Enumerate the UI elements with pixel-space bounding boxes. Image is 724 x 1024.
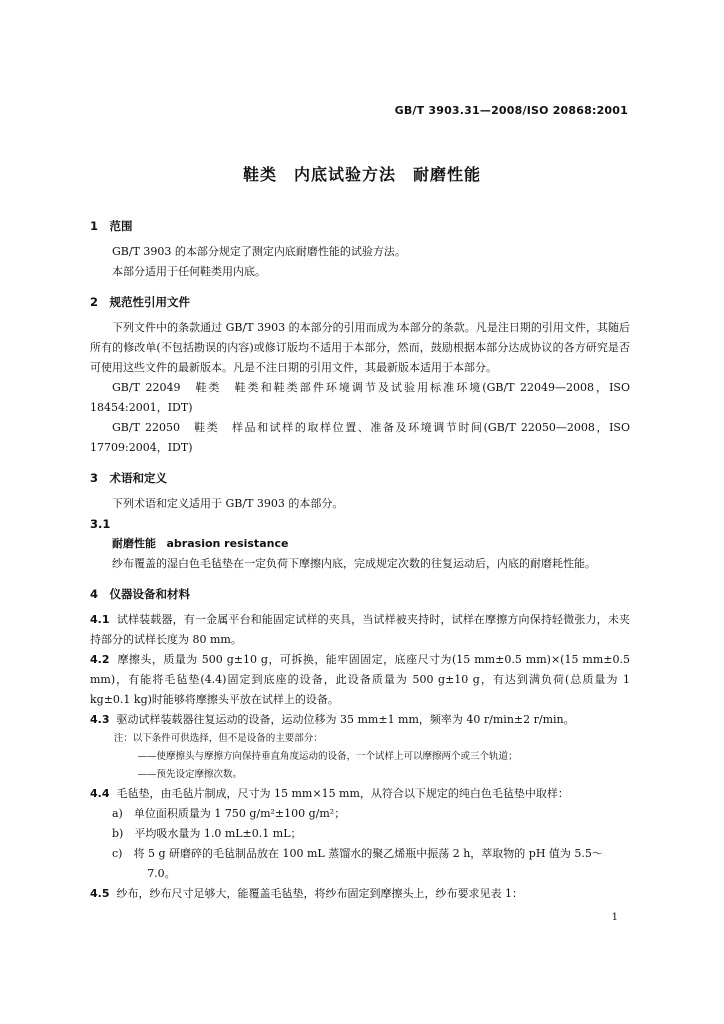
list-item-b: b) 平均吸水量为 1.0 mL±0.1 mL； [112,827,302,840]
normative-reference-2: GB/T 22050 鞋类 样品和试样的取样位置、准备及环境调节时间(GB/T 22050—2008，ISO 17709:2004，IDT) [90,421,630,454]
clause-4-4 [90,784,630,804]
clause-4-5-number: 4.5 [90,887,110,900]
section-2-paragraph: 下列文件中的条款通过 GB/T 3903 的本部分的引用而成为本部分的条款。凡是注日期的引用文件，其随后所有的修改单(不包括勘误的内容)或修订版均不适用于本部分，然而，鼓励根据本部分达成协议的各方研究是否可使用这些文件的最新版本。凡是不注日期的引用文件，其最新版本适用于本部分。 [90,321,630,374]
section-3-heading: 3 术语和定义 [90,471,168,485]
clause-4-5 [90,884,630,904]
normative-reference-1: GB/T 22049 鞋类 鞋类和鞋类部件环境调节及试验用标准环境(GB/T 22049—2008，ISO 18454:2001，IDT) [90,381,630,414]
term-definition: 纱布覆盖的湿白色毛毡垫在一定负荷下摩擦内底，完成规定次数的往复运动后，内底的耐磨耗性能。 [112,557,596,570]
section-2-heading: 2 规范性引用文件 [90,295,191,309]
clause-4-4-text: 毛毡垫，由毛毡片制成，尺寸为 15 mm×15 mm，从符合以下规定的纯白色毛毡垫中取样： [116,787,569,800]
section-1-paragraph-1: GB/T 3903 的本部分规定了测定内底耐磨性能的试验方法。 [112,245,406,258]
section-4-heading: 4 仪器设备和材料 [90,587,191,601]
term-entry [90,534,630,554]
note-text: 注：以下条件可供选择，但不是设备的主要部分： [113,733,323,744]
note-dash-item-1: ——使摩擦头与摩擦方向保持垂直角度运动的设备，一个试样上可以摩擦两个或三个轨道； [137,751,518,762]
document-title: 鞋类 内底试验方法 耐磨性能 [242,165,481,184]
clause-4-3-text: 驱动试样装载器往复运动的设备，运动位移为 35 mm±1 mm，频率为 40 r/min±2 r/min。 [116,713,575,726]
section-1-paragraph-2: 本部分适用于任何鞋类用内底。 [112,265,266,278]
clause-4-1-number: 4.1 [90,613,110,626]
document-body [90,216,630,904]
clause-4-5-text: 纱布，纱布尺寸足够大，能覆盖毛毡垫，将纱布固定到摩擦头上，纱布要求见表 1： [116,887,523,900]
term-english: abrasion resistance [166,537,289,550]
standard-number-header: GB/T 3903.31—2008/ISO 20868:2001 [394,104,628,117]
clause-4-4-number: 4.4 [90,787,110,800]
note-dash-item-2: ——预先设定摩擦次数。 [137,769,243,780]
list-item-c-text: c) 将 5 g 研磨碎的毛毡制品放在 100 mL 蒸馏水的聚乙烯瓶中振荡 2 h，萃取物的 pH 值为 5.5～ [112,847,603,860]
clause-4-2-text: 摩擦头，质量为 500 g±10 g，可拆换，能牢固固定，底座尺寸为(15 mm±0.5 mm)×(15 mm±0.5 mm)，有能将毛毡垫(4.4)固定到底座的设备，此设备质量为 500 g±10 g，有达到满负荷(总质量为 1 kg±0.1 kg)时能够将摩擦头平放在试样上的设备。 [90,653,630,706]
clause-4-2-number: 4.2 [90,653,110,666]
section-1-heading: 1 范围 [90,219,133,233]
clause-4-1-text: 试样装载器，有一金属平台和能固定试样的夹具，当试样被夹持时，试样在摩擦方向保持轻微张力，未夹持部分的试样长度为 80 mm。 [90,613,630,646]
page-number: 1 [611,912,618,923]
clause-3-1-number: 3.1 [90,517,111,531]
list-item-a: a) 单位面积质量为 1 750 g/m²±100 g/m²； [112,807,346,820]
list-item-c [90,844,630,884]
section-3-paragraph: 下列术语和定义适用于 GB/T 3903 的本部分。 [112,497,344,510]
clause-4-1 [90,610,630,650]
clause-4-2 [90,650,630,710]
clause-4-3 [90,710,630,730]
clause-4-3-number: 4.3 [90,713,110,726]
list-item-c-continuation: 7.0。 [147,867,176,880]
term-chinese: 耐磨性能 [112,537,156,550]
